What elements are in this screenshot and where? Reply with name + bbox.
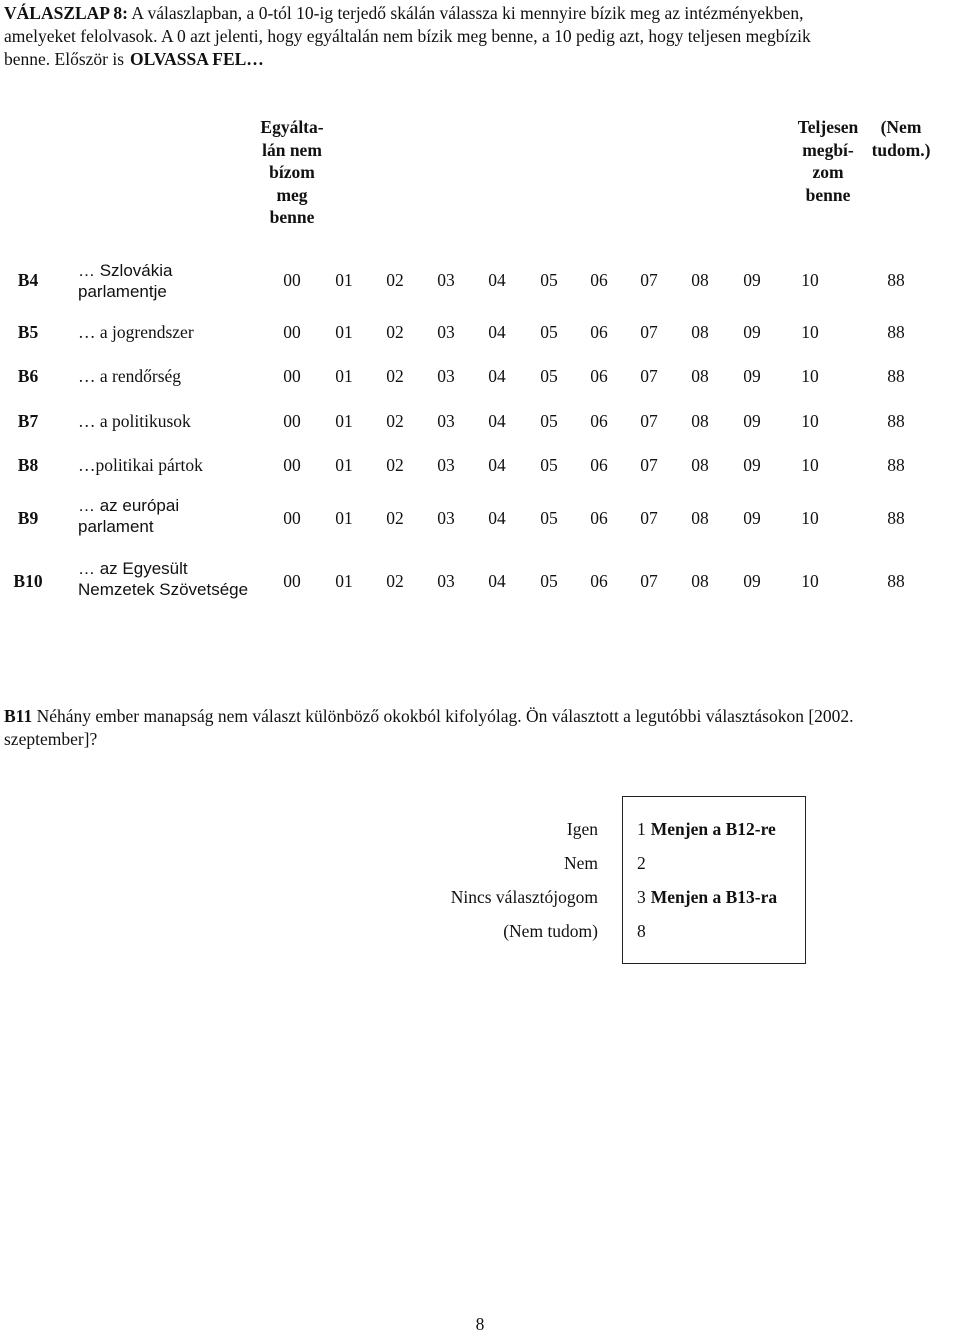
scale-value[interactable]: 03 [437,508,455,528]
intro-line3: benne. Először is [4,49,125,69]
scale-value[interactable]: 09 [743,455,761,475]
option-code-number: 8 [637,921,646,941]
header-fully-trust: Teljesen megbí- zom benne [797,117,859,205]
card-title: VÁLASZLAP 8: [4,3,128,23]
scale-value[interactable]: 06 [590,322,608,342]
scale-value[interactable]: 02 [386,366,404,386]
scale-value[interactable]: 07 [640,322,658,342]
scale-value[interactable]: 08 [691,455,709,475]
scale-value[interactable]: 04 [488,455,506,475]
scale-value[interactable]: 02 [386,455,404,475]
scale-value[interactable]: 07 [640,455,658,475]
item-label-line: parlament [78,517,154,536]
scale-value[interactable]: 03 [437,455,455,475]
scale-value[interactable]: 06 [590,366,608,386]
header-dont-know: (Nem tudom.) [871,117,931,160]
scale-value[interactable]: 09 [743,411,761,431]
scale-value[interactable]: 06 [590,571,608,591]
scale-value[interactable]: 00 [283,366,301,386]
scale-value[interactable]: 03 [437,322,455,342]
option-code[interactable] [637,921,646,942]
scale-value[interactable]: 01 [335,508,353,528]
intro-line2: amelyeket felolvasok. A 0 azt jelenti, hogy egyáltalán nem bízik meg benne, a 10 pedig azt, hogy teljesen megbízik [4,26,811,46]
scale-value[interactable]: 01 [335,411,353,431]
option-label: (Nem tudom) [503,921,598,941]
scale-value[interactable]: 03 [437,411,455,431]
scale-value[interactable]: 00 [283,508,301,528]
scale-value[interactable]: 08 [691,508,709,528]
scale-value[interactable]: 00 [283,455,301,475]
scale-value[interactable]: 03 [437,366,455,386]
item-label-line: parlamentje [78,282,167,301]
item-code: B6 [17,366,39,386]
item-code: B8 [17,455,39,475]
scale-value[interactable]: 06 [590,508,608,528]
item-label-line: … Szlovákia [78,261,173,280]
scale-value[interactable]: 05 [540,366,558,386]
option-label: Nincs választójogom [450,887,598,907]
header-not-trust: Egyálta- lán nem bízom meg benne [260,117,324,227]
item-label [78,411,191,432]
item-code: B7 [17,411,39,431]
option-label: Nem [563,853,598,873]
scale-value[interactable]: 08 [691,571,709,591]
option-code-number: 1 [637,819,646,839]
scale-value[interactable]: 04 [488,366,506,386]
scale-value[interactable]: 09 [743,270,761,290]
question-code: B11 [4,706,33,726]
item-label [78,558,248,600]
scale-value[interactable]: 05 [540,508,558,528]
scale-value[interactable]: 07 [640,270,658,290]
scale-value[interactable]: 10 [801,270,819,290]
scale-value[interactable]: 00 [283,270,301,290]
scale-value[interactable]: 88 [887,571,905,591]
scale-value[interactable]: 02 [386,571,404,591]
item-label [78,260,172,302]
scale-value[interactable]: 02 [386,411,404,431]
scale-value[interactable]: 06 [590,455,608,475]
item-label-line: … az Egyesült [78,559,188,578]
scale-value[interactable]: 09 [743,508,761,528]
scale-value[interactable]: 09 [743,571,761,591]
instructions [4,2,956,71]
scale-value[interactable]: 10 [801,455,819,475]
scale-value[interactable]: 10 [801,571,819,591]
routing-instruction: Menjen a B13-ra [650,887,778,907]
scale-value[interactable]: 10 [801,322,819,342]
question-text: Néhány ember manapság nem választ különböző okokból kifolyólag. Ön választott a legutóbbi választásokon [2002. [32,706,854,726]
item-label [78,495,179,537]
read-out-instruction: OLVASSA FEL… [130,49,264,69]
scale-value[interactable]: 09 [743,322,761,342]
item-code: B10 [13,571,43,591]
scale-value[interactable]: 01 [335,366,353,386]
scale-value[interactable]: 08 [691,366,709,386]
scale-value[interactable]: 04 [488,270,506,290]
scale-value[interactable]: 10 [801,508,819,528]
scale-value[interactable]: 03 [437,270,455,290]
option-code[interactable] [637,853,646,874]
option-code[interactable] [637,819,776,840]
scale-value[interactable]: 02 [386,270,404,290]
scale-value[interactable]: 05 [540,322,558,342]
scale-value[interactable]: 88 [887,508,905,528]
scale-value[interactable]: 88 [887,270,905,290]
item-label-line: …politikai pártok [78,455,203,475]
intro-line1: A válaszlapban, a 0-tól 10-ig terjedő skálán válassza ki mennyire bízik meg az intézményekben, [127,3,804,23]
scale-value[interactable]: 06 [590,411,608,431]
scale-value[interactable]: 03 [437,571,455,591]
scale-value[interactable]: 07 [640,508,658,528]
scale-value[interactable]: 01 [335,322,353,342]
scale-value[interactable]: 01 [335,270,353,290]
scale-value[interactable]: 02 [386,322,404,342]
scale-value[interactable]: 00 [283,571,301,591]
scale-value[interactable]: 09 [743,366,761,386]
scale-value[interactable]: 04 [488,571,506,591]
scale-value[interactable]: 07 [640,411,658,431]
scale-value[interactable]: 01 [335,455,353,475]
item-label-line: Nemzetek Szövetsége [78,580,249,599]
item-label [78,455,203,476]
question-b11 [4,705,956,751]
scale-value[interactable]: 88 [887,366,905,386]
item-label-line: … a rendőrség [78,366,182,386]
scale-value[interactable]: 00 [283,411,301,431]
scale-value[interactable]: 05 [540,571,558,591]
scale-value[interactable]: 05 [540,270,558,290]
scale-value[interactable]: 88 [887,411,905,431]
item-label [78,322,194,343]
scale-value[interactable]: 10 [801,366,819,386]
scale-value[interactable]: 88 [887,322,905,342]
scale-value[interactable]: 04 [488,508,506,528]
item-code: B5 [17,322,39,342]
scale-value[interactable]: 01 [335,571,353,591]
scale-value[interactable]: 08 [691,270,709,290]
page-number: 8 [475,1314,485,1334]
scale-value[interactable]: 05 [540,411,558,431]
item-label-line: … a politikusok [78,411,191,431]
item-label [78,366,181,387]
scale-value[interactable]: 07 [640,366,658,386]
item-label-line: … a jogrendszer [78,322,194,342]
scale-value[interactable]: 05 [540,455,558,475]
scale-value[interactable]: 04 [488,411,506,431]
option-code-number: 3 [637,887,646,907]
question-text-cont: szeptember]? [4,729,98,749]
option-label: Igen [566,819,598,839]
scale-value[interactable]: 02 [386,508,404,528]
scale-value[interactable]: 88 [887,455,905,475]
scale-value[interactable]: 00 [283,322,301,342]
scale-value[interactable]: 08 [691,322,709,342]
item-code: B9 [17,508,39,528]
scale-value[interactable]: 08 [691,411,709,431]
scale-value[interactable]: 10 [801,411,819,431]
option-code-number: 2 [637,853,646,873]
scale-value[interactable]: 06 [590,270,608,290]
item-label-line: … az európai [78,496,180,515]
scale-value[interactable]: 07 [640,571,658,591]
item-code: B4 [17,270,39,290]
scale-value[interactable]: 04 [488,322,506,342]
option-code[interactable] [637,887,777,908]
routing-instruction: Menjen a B12-re [650,819,776,839]
